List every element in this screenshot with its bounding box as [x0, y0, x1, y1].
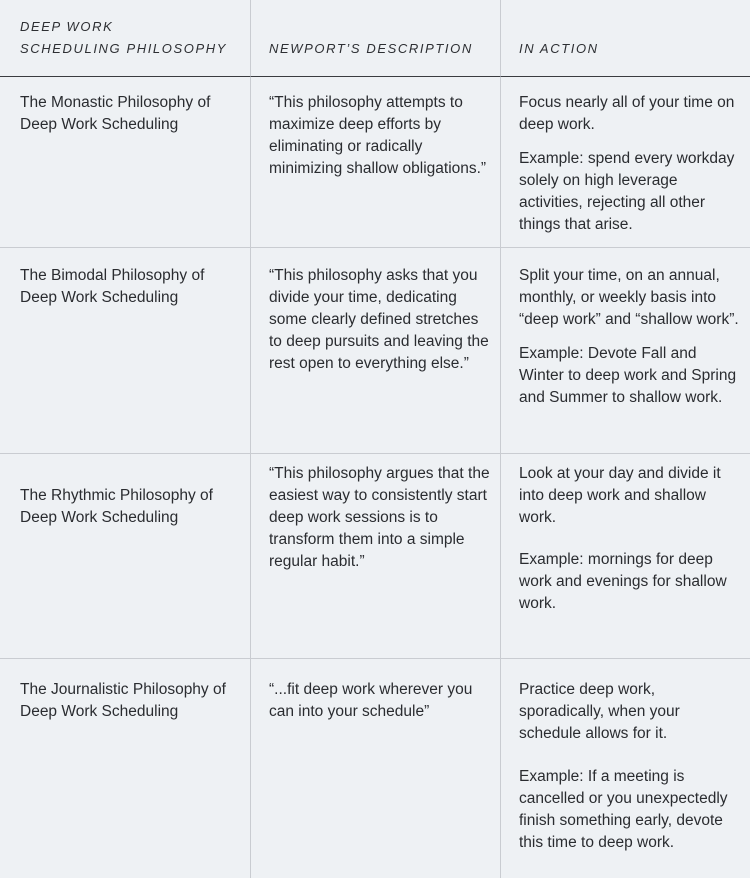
row-bimodal-action-summary: Split your time, on an annual, monthly, or weekly basis into “deep work” and “shallow work”.	[519, 267, 739, 328]
row-monastic-action	[501, 77, 750, 248]
header-description: NEWPORT’S DESCRIPTION	[251, 0, 501, 77]
row-bimodal-description: “This philosophy asks that you divide your time, dedicating some clearly defined stretches to deep pursuits and leaving the rest open to everything else.”	[251, 248, 501, 454]
row-journalistic-action-example: Example: If a meeting is cancelled or you unexpectedly finish something early, devote this time to deep work.	[519, 768, 728, 851]
row-bimodal-philosophy: The Bimodal Philosophy of Deep Work Scheduling	[0, 248, 251, 454]
row-journalistic-description: “...fit deep work wherever you can into your schedule”	[251, 659, 501, 878]
header-philosophy	[0, 0, 251, 77]
row-bimodal-action-example: Example: Devote Fall and Winter to deep work and Spring and Summer to shallow work.	[519, 345, 737, 406]
header-in-action: IN ACTION	[501, 0, 750, 77]
row-monastic-description: “This philosophy attempts to maximize deep efforts by eliminating or radically minimizing shallow obligations.”	[251, 77, 501, 248]
row-rhythmic-philosophy: The Rhythmic Philosophy of Deep Work Scheduling	[0, 454, 251, 659]
row-journalistic-action	[501, 659, 750, 878]
row-journalistic-action-summary: Practice deep work, sporadically, when your schedule allows for it.	[519, 681, 680, 742]
header-philosophy-line1: DEEP WORK	[20, 19, 114, 34]
row-rhythmic-action-example: Example: mornings for deep work and evenings for shallow work.	[519, 551, 727, 612]
row-monastic-action-summary: Focus nearly all of your time on deep work.	[519, 94, 735, 133]
row-monastic-action-example: Example: spend every workday solely on high leverage activities, rejecting all other things that arise.	[519, 150, 735, 233]
row-rhythmic-action-summary: Look at your day and divide it into deep work and shallow work.	[519, 465, 721, 526]
row-rhythmic-description: “This philosophy argues that the easiest way to consistently start deep work sessions is to transform them into a simple regular habit.”	[251, 454, 501, 659]
row-rhythmic-action	[501, 454, 750, 659]
row-bimodal-action	[501, 248, 750, 454]
header-philosophy-line2: SCHEDULING PHILOSOPHY	[20, 41, 227, 56]
row-journalistic-philosophy: The Journalistic Philosophy of Deep Work Scheduling	[0, 659, 251, 878]
row-monastic-philosophy: The Monastic Philosophy of Deep Work Scheduling	[0, 77, 251, 248]
